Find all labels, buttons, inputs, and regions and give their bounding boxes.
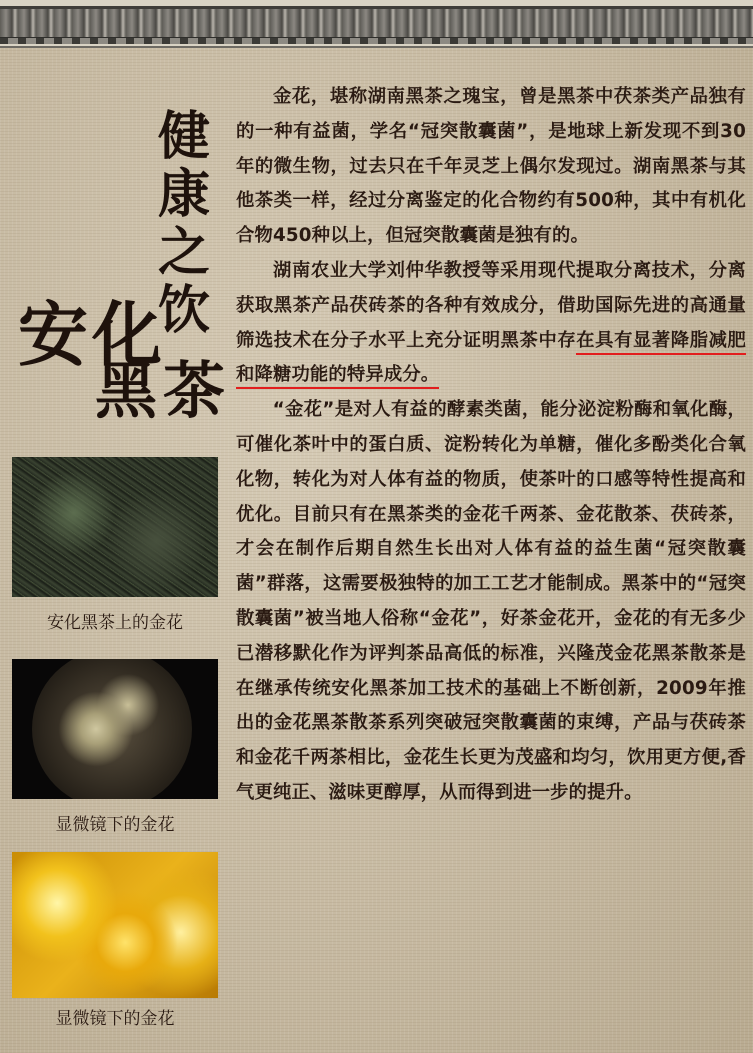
paragraph-2-text: 湖南农业大学刘仲华教授等采用现代提取分离技术，分离获取黑茶产品茯砖茶的各种有效成分，借助国际先进的高通量筛选技术在分子水平上充分证明黑茶中存 [236, 259, 746, 351]
dark-tea-leaves-photo [12, 457, 218, 597]
photo-caption-3: 显微镜下的金花 [55, 1009, 175, 1029]
roof-tiles [0, 6, 753, 41]
paragraph-3-text: “金花”是对人有益的酵素类菌，能分泌淀粉酶和氧化酶，可催化茶叶中的蛋白质、淀粉转化为单糖，催化多酚类化合氧化物，转化为对人体有益的物质，使茶叶的口感等特性提高和优化。目前只有在黑茶类的金花千两茶、金花散茶、茯砖茶，才会在制作后期自然生长出对人体有益的益生菌“冠突散囊菌”群落，这需要极独特的加工工艺才能制成。黑茶中的“冠突散囊菌”被当地人俗称“金花”，好茶金花开，金花的有无多少已潜移默化作为评判茶品高低的标准，兴隆茂金花黑茶散茶是在继承传统安化黑茶加工技术的基础上不断创新，2009年推出的金花黑茶散茶系列突破冠突散囊菌的束缚，产品与茯砖茶和金花千两茶相比，金花生长更为茂盛和均匀，饮用更方便,香气更纯正、滋味更醇厚，从而得到进一步的提升。 [236, 399, 746, 803]
paragraph-2 [236, 254, 746, 393]
photo-caption-2: 显微镜下的金花 [55, 815, 175, 835]
vertical-title: 健康之饮 [157, 106, 210, 341]
photo-caption-1: 安化黑茶上的金花 [47, 613, 183, 633]
title-heicha: 黑茶 [95, 354, 232, 427]
roof-eave [0, 38, 753, 44]
roof-tile-banner [0, 0, 753, 48]
microscope-view-photo [12, 659, 218, 799]
article-body [236, 80, 746, 811]
paragraph-3 [236, 393, 746, 811]
golden-spores-photo [12, 852, 218, 998]
paragraph-1 [236, 80, 746, 254]
title-anhua: 安化 [18, 293, 166, 376]
paragraph-1-text: 金花，堪称湖南黑茶之瑰宝，曾是黑茶中茯茶类产品独有的一种有益菌，学名“冠突散囊菌”，是地球上新发现不到30年的微生物，过去只在千年灵芝上偶尔发现过。湖南黑茶与其他茶类一样，经过分离鉴定的化合物约有500种，其中有机化合物450种以上，但冠突散囊菌是独有的。 [236, 86, 746, 247]
highlighted-claim: 在具有显著降脂减肥和降糖功能的特异成分。 [236, 330, 746, 390]
microscope-lens [32, 659, 192, 799]
